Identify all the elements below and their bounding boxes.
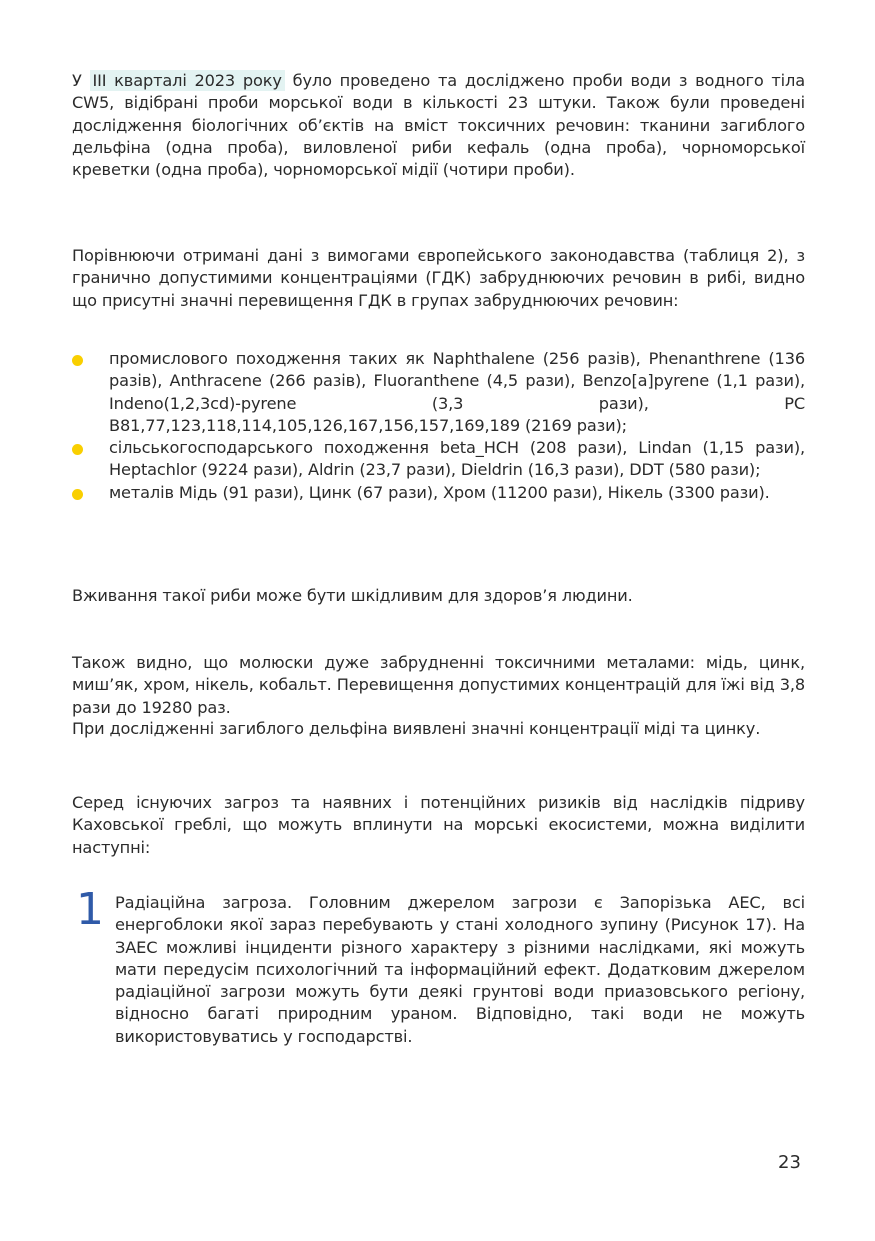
threat-item <box>72 884 805 1048</box>
bullet-dot-icon <box>72 489 83 500</box>
intro-rest: було проведено та досліджено проби води з водного тіла CW5, відібрані проби морської води в кількості 23 штуки. Також були проведені дослідження біологічних об’єктів на вміст токсичних речовин: тканини загиблого дельфіна (одна проба), виловленої риби кефаль (одна проба), чорноморської креветки (одна проба), чорноморської мідії (чотири проби). <box>72 71 805 180</box>
list-item <box>72 482 805 504</box>
list-item-text: промислового походження таких як Naphthalene (256 разів), Phenanthrene (136 разів), Anthracene (266 разів), Fluoranthene (4,5 рази), Benzo[a]pyrene (1,1 рази), Indeno(1,2,3cd)-pyrene (3,3 рази), PC B81,77,123,118,114,105,126,167,156,157,169,189 (2169 рази); <box>109 349 805 435</box>
threats-intro-paragraph: Серед існуючих загроз та наявних і потенційних ризиків від наслідків підриву Каховської греблі, що можуть вплинути на морські екосистеми, можна виділити наступні: <box>72 793 805 857</box>
page-number: 23 <box>778 1152 801 1173</box>
comparison-paragraph: Порівнюючи отримані дані з вимогами європейського законодавства (таблиця 2), з гранично допустимими концентраціями (ГДК) забруднюючих речовин в рибі, видно що присутні значні перевищення ГДК в групах забруднюючих речовин: <box>72 246 805 310</box>
dolphin-paragraph: При дослідженні загиблого дельфіна виявлені значні концентрації міді та цинку. <box>72 719 761 738</box>
threat-number: 1 <box>76 884 104 935</box>
bullet-dot-icon <box>72 444 83 455</box>
consumption-paragraph: Вживання такої риби може бути шкідливим для здоров’я людини. <box>72 586 633 605</box>
list-item-text: сільськогосподарського походження beta_HCH (208 рази), Lindan (1,15 рази), Heptachlor (9224 рази), Aldrin (23,7 рази), Dieldrin (16,3 рази), DDT (580 рази); <box>109 438 805 480</box>
list-item-text: металів Мідь (91 рази), Цинк (67 рази), Хром (11200 рази), Нікель (3300 рази). <box>109 482 770 502</box>
intro-prefix: У <box>72 71 90 90</box>
threat-text: Радіаційна загроза. Головним джерелом загрози є Запорізька АЕС, всі енергоблоки якої зараз перебувають у стані холодного зупину (Рисунок 17). На ЗАЕС можливі інциденти різного характеру з різними наслідками, які можуть мати передусім психологічний та інформаційний ефект. Додатковим джерелом радіаційної загрози можуть бути деякі грунтові води приазовського регіону, відносно багаті природним ураном. Відповідно, такі води не можуть використовуватись у господарстві. <box>115 893 805 1046</box>
mollusks-paragraph: Також видно, що молюски дуже забрудненні токсичними металами: мідь, цинк, миш’як, хром, нікель, кобальт. Перевищення допустимих концентрацій для їжі від 3,8 рази до 19280 раз. <box>72 653 805 717</box>
intro-paragraph <box>72 70 805 181</box>
list-item <box>72 348 805 437</box>
highlighted-period: ІІІ кварталі 2023 року <box>90 70 285 91</box>
bullet-dot-icon <box>72 355 83 366</box>
pollutant-group-list <box>72 348 805 504</box>
list-item <box>72 437 805 482</box>
